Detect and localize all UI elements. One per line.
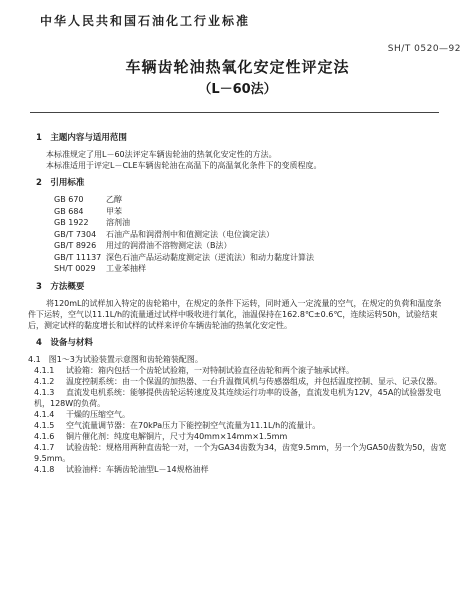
section-4 <box>28 338 448 475</box>
clause-item <box>34 431 448 442</box>
reference-item <box>54 206 448 218</box>
reference-item <box>54 194 448 206</box>
clause-text: 试验油样：车辆齿轮油型L－14规格油样 <box>66 464 209 474</box>
clause-item <box>34 365 448 376</box>
clause-number: 4.1.1 <box>34 365 55 375</box>
clause-number: 4.1.6 <box>34 431 55 441</box>
standard-number: SH/T 0520—92 <box>387 44 461 54</box>
document-title: 车辆齿轮油热氧化安定性评定法 <box>125 58 350 76</box>
clause-item <box>34 409 448 420</box>
reference-name: 溶剂油 <box>106 218 130 227</box>
reference-name: 石油产品和润滑剂中和值测定法（电位滴定法） <box>106 229 274 239</box>
section-1 <box>28 133 448 171</box>
reference-name: 甲苯 <box>106 206 122 216</box>
clause-intro: 4.1 图1～3为试验装置示意图和齿轮箱装配图。 <box>28 354 203 364</box>
clause-text: 温度控制系统：由一个保温的加热器、一台升温微风机与传感器组成，并包括温度控制、显示、记录仪器。 <box>66 376 442 386</box>
section-heading: 1 主题内容与适用范围 <box>36 133 127 143</box>
reference-code: GB 1922 <box>54 218 89 227</box>
reference-code: GB 684 <box>54 206 84 216</box>
clause-text: 直流发电机系统：能够提供齿轮运转速度及其连续运行功率的设备，直流发电机为12V，45A的试验器发电机，128W的负荷。 <box>34 387 442 408</box>
document-body <box>28 133 448 475</box>
reference-name: 工业苯抽样 <box>106 264 146 273</box>
clause-text: 干燥的压缩空气。 <box>66 409 130 419</box>
paragraph: 本标准适用于评定L－CLE车辆齿轮油在高温下的高温氧化条件下的变质程度。 <box>46 161 322 170</box>
clause-text: 试验箱：箱内包括一个齿轮试验箱，一对特制试验直径齿轮和两个滚子轴承试样。 <box>66 365 354 375</box>
reference-item <box>54 252 448 264</box>
section-2 <box>28 178 448 275</box>
clause-item <box>34 442 448 464</box>
section-heading: 2 引用标准 <box>36 178 85 188</box>
reference-item <box>54 217 448 229</box>
clause-text: 铜片催化剂：纯度电解铜片，尺寸为40mm×14mm×1.5mm <box>66 431 288 441</box>
clause-number: 4.1.8 <box>34 464 55 474</box>
reference-item <box>54 263 448 275</box>
reference-code: GB/T 7304 <box>54 229 97 239</box>
reference-name: 乙醇 <box>106 195 122 204</box>
reference-item <box>54 240 448 252</box>
clause-number: 4.1.2 <box>34 376 55 386</box>
header-divider <box>30 112 439 113</box>
reference-code: GB 670 <box>54 195 84 204</box>
reference-item <box>54 229 448 241</box>
clause-item <box>34 387 448 409</box>
clause-number: 4.1.5 <box>34 420 55 430</box>
clause-text: 空气流量调节器：在70kPa压力下能控制空气流量为11.1L/h的流量计。 <box>66 420 321 430</box>
clause-item <box>34 376 448 387</box>
reference-code: GB/T 8926 <box>54 241 97 250</box>
section-heading: 4 设备与材料 <box>36 337 93 348</box>
reference-name: 用过的润滑油不溶物测定法（B法） <box>106 241 232 250</box>
reference-list <box>54 194 448 275</box>
reference-name: 深色石油产品运动黏度测定法（逆流法）和动力黏度计算法 <box>106 252 314 262</box>
clause-item <box>34 464 448 475</box>
clause-number: 4.1.4 <box>34 409 55 419</box>
clause-number: 4.1.7 <box>34 442 55 452</box>
document-subtitle: （L－60法） <box>198 82 277 97</box>
clause-item <box>34 420 448 431</box>
clause-text: 试验齿轮：规格用两种直齿轮一对，一个为GA34齿数为34，齿宽9.5mm，另一个为GA50齿数为50，齿宽9.5mm。 <box>34 442 447 463</box>
section-3 <box>28 282 448 331</box>
reference-code: GB/T 11137 <box>54 252 102 262</box>
paragraph: 本标准规定了用L－60法评定车辆齿轮油的热氧化安定性的方法。 <box>46 150 277 159</box>
reference-code: SH/T 0029 <box>54 264 96 273</box>
issuing-organization: 中华人民共和国石油化工行业标准 <box>40 14 251 28</box>
paragraph: 将120mL的试样加入特定的齿轮箱中，在规定的条件下运转，同时通入一定流量的空气，在规定的负荷和温度条件下运转，空气以11.1L/h的流量通过试样中吸收进行氧化，油温保持在162.8℃±0.6℃，连续运转50h，试验结束后，测定试样的黏度增长和试样的试样来评价车辆齿轮油的热氧化安定性。 <box>28 298 442 330</box>
section-heading: 3 方法概要 <box>36 281 85 292</box>
clause-number: 4.1.3 <box>34 387 55 397</box>
